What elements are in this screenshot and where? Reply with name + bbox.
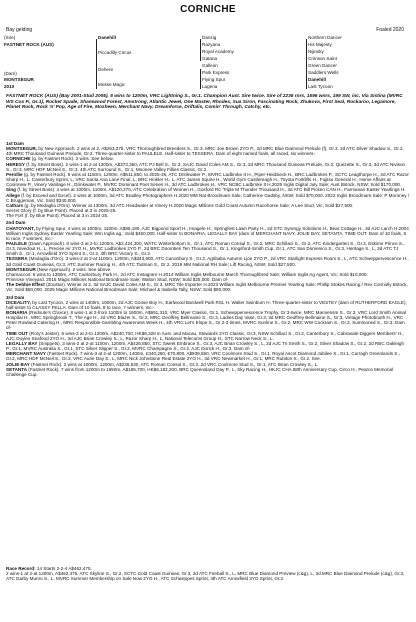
family-entry-text: (f. by Street Boss). 4 wins at 1000m, 1100m, A$120,270, ATC Celebration of Women H., Gosford RC Triple M Thunder Thousand H., 3d ATC Bill Picken CAN H., Farmanan Easter Yearlings H.: [17, 187, 406, 193]
ped-g2-1: Danehill: [98, 35, 116, 40]
family-entry-name: MONTSEGUR: [6, 266, 36, 272]
family-entry: [6, 241, 410, 256]
family-entry-text: (Snippets). 3 wins-2 at 2-at 1100m, 1200m, A$426,850, STC Sweet Embrace S., Gr.3, AJC Brian Crowley S., L, 2d AJC Tri Smith S., Gr.2, Silver Shadow S., Gr.2, 3d RBC Oakleigh P., Gr.1, MVRC Australia S., Gr.1, STC Silver Slipper S., Gr.2, MVRC Champagne S., Gr.2, AJC Dorick H., Gr.3. Dam of-: [6, 340, 405, 352]
race-record-text: 2 wins-1 at 2-at 1200m, A$462,475, ATC Skyline S., Gr.2, SCTC Gold Coast Guineas, Gr.3, 2d ATC Fireball S., L, MRC Blue Diamond Preview (c&g), L, 3d MRC Blue Diamond Prelude (c&g), Gr.3, ATC Darby Munro S., L, MVRC Summer Membership on Sale Now 2YO H., ATC Schweppes Sprint, 4th ATC Arrowfield 3YO Sprint, Gr.2.: [6, 571, 405, 582]
family-entry: [6, 226, 410, 241]
section-2nd-dam: [6, 226, 410, 293]
section-heading-1st-dam: 1st Dam: [6, 141, 24, 146]
dam-label: (Dam): [4, 71, 17, 76]
ped-g4-3: Nijinsky: [308, 49, 324, 54]
family-entry-text: Secret Glory (f. by Blue Point). Placed at 3 in 2025-26.: [6, 208, 117, 214]
ped-g3-3: Royal Academy: [202, 49, 234, 54]
family-entry-name: JOLIE BAY: [6, 361, 30, 367]
ped-connector: [96, 39, 97, 89]
family-entry-text: (Fastnet Rock). 2 wins at 1000m, 1200m, A$236,530, ATC Roman Consul S., Gr.2, 2d VRC Coolmore Stud S., Gr.1, ATC Brian Crowley S., L.: [31, 361, 319, 367]
ped-g4-6: Saddlers Wells: [308, 70, 339, 75]
ped-g4-4: Crimson Saint: [308, 56, 337, 61]
foaled-date: Foaled 2020: [376, 27, 404, 33]
family-details: [6, 139, 410, 377]
ped-g3-4: Gatana: [202, 56, 218, 61]
horse-name-title: CORNICHE: [180, 4, 236, 15]
family-entry: [6, 146, 410, 156]
family-entry-name: MONTSEGUR,: [6, 146, 38, 152]
family-entry-text: (Rory's Jester). 6 wins-3 at 2-to 1200m, A$240,700, HK$9,320 in Aust. and Macau, Stewards 2YO Classic, Gr.3, NSW Schillaci S., Gr.2, Canterbury S., Cabravale Diggers Members' H., AJC Ouyles Seafood 2YO H., 3d AJC Brian Crowley S., L, Razor Sharp H., L, National Telecoms Group H., STC Narrow Neck S., L.: [6, 330, 404, 341]
family-entry-name: CHATOYANT,: [6, 225, 35, 231]
family-entry-name: Perollie: [6, 171, 23, 177]
ped-g2-3: Dehere: [98, 67, 114, 72]
ped-g4-1: Northern Dancer: [308, 35, 342, 40]
family-entry: [6, 193, 410, 203]
race-record-summary: 14 Starts 2-2-4 A$462,475.: [36, 566, 92, 571]
family-entry-name: Sing: [6, 187, 16, 193]
family-entry-name: LEGALLY BAY: [6, 340, 38, 346]
family-entry: [6, 300, 410, 310]
ped-connector: [200, 39, 201, 61]
family-entry-name: TESSERA: [6, 256, 28, 262]
family-entry-name: HERESY: [6, 161, 25, 167]
ped-g2-4: Mosse Magic: [98, 82, 126, 87]
dam-name: MONTSEGUR: [4, 77, 34, 82]
family-entry: [6, 282, 410, 292]
ped-g4-7: Danehill: [308, 77, 326, 82]
family-entry: [6, 162, 410, 172]
sire-label: (Sire): [4, 35, 16, 40]
ped-g3-5: Galleon: [202, 63, 218, 68]
ped-connector: [306, 39, 307, 89]
sire-name: FASTNET ROCK (AUS): [4, 42, 54, 47]
family-entry-text: (f. by Street Boss). 2 wins-1 at 2-at 1200m, A$373,350, ATC PJ Bell S., Gr.3, SAJC David Coles AM S., Gr.3, 2d MRC Thousand Guineas Prelude, Gr.2, Quezette S., Gr.3, 3d ATC Nivison S., Gr.3, MRC HDF McNeil S., Gr.3, 4th ATC Surround S., Gr.1, Moonee Valley Fillies Classic, Gr.2.: [6, 161, 406, 172]
ped-g4-2: His Majesty: [308, 42, 332, 47]
race-record: [6, 566, 410, 581]
family-entry-text: The Fort (f. by Blue Point). Placed at 3 in 2024-25.: [6, 213, 109, 219]
family-entry: [6, 256, 410, 266]
family-entry-name: SETANTA: [6, 366, 28, 372]
family-entry-name: MERCHANT NAVY: [6, 351, 46, 357]
ped-g3-8: Lagena: [202, 84, 218, 89]
family-entry: [6, 310, 410, 331]
ped-g3-7: Flying Spur: [202, 77, 226, 82]
race-record-title: Race Record:: [6, 566, 36, 571]
ped-g4-5: Green Dancer: [308, 63, 337, 68]
family-entry-text: (g. by Fastnet Rock). 5 wins at 1150m, 1200m, A$611,850, to 2025-26, ATC Drinkwater P., MVRC Ladbroke It H., Piper-Heidsieck H., BRC Ladbrokes P., SCTC Leagthorpe H., 2d ATC Razor Sharp H., L, Canterbury Sprint, L, VRC Santa Ana Lane Final, L, BRC Hinkler H., L, ATC James Squire H., World Gym Castlereagh H., Toyota Forklifts H., Fujitsu General H., Home Affairs at Cooinnew P., Vinery Vanilage H., Drinkwater P., MVRC Dominant Poet Series H., 3d ATC Ladbrokes H., VRC NCBC Ladbroke It H.2025 Inglis Digital July Sale; Aust Bstock, NSW; Sold $170,000.: [6, 171, 409, 188]
family-entry-text: (Fastnet Rock). 7 wins-3 at 2-at 1200m, 1400m, £340,260, €70,800, A$939,550, VRC Coolmore Stud S., Gr.1, Royal Ascot Diamond Jubilee S., Gr.1, Curragh Greenlands S., Gr.2, MRC HDF McNeil S., Gr.3, VRC Aurie Day S., L, MRC Nick Johnstone Real Estate 2YO H., 3d VRC Newmarket H., Gr.1, MRC Rubiton S., Gr.2. Sire.: [6, 351, 400, 362]
family-entry: [6, 172, 410, 187]
family-entry: [6, 351, 410, 361]
family-entry-text: by New Approach. 2 wins at 2, A$263,375, VRC Thoroughbred Breeders S., Gr.3, MRC Joe Brown 2YO P., 2d MRC Blue Diamond Prelude (f), Gr.3, 3d ATC Silver Shadow S., Gr.2, 4th MRC Thousand Guineas Prelude, Gr.2. Three-quarter-sister to PAULELE. Half-sister to TESSERA. Dam of eight named foals, all raced, six winners-: [6, 146, 404, 157]
family-entry-text: (Medaglia d'Oro). 3 wins-2 at 2-at 1100m, 1200m, A$343,600, ATC Canonbury S., Gr.3, Agribaba Autumn Ljon 2YO P., 2d VRC Starlight Express Room S., L, ATC Schweppervescence H., 3d Gold Coast Guineas, Gr.3, ATC Summer Racing H., 4th ATC Todman S., Gr.2. 2019 MM National RH Sale; Lift Racing, NSW; Sold $27,500.: [6, 256, 409, 267]
pedigree-table: [4, 36, 410, 92]
ped-connector: [200, 69, 201, 89]
family-entry-text: Primrose Vineyard. 2015 Magic Millions National Broodmare Sale; Walton Stud, NSW; Sold $25,000. Dam of-: [6, 277, 229, 283]
family-entry-text: (Redoute's Choice). 8 wins-1 at 2-from 1100m to 1600m, A$951,310, VRC Myer Classic, Gr.1, Schweppervescence Trophy, Gr.3-twice, MRC Mannerism S., Gr.3, VRC Lord Smith Animal Hospital H., MRC Springbrook T., The Age H., 2d VRC Blazer S., Gr.2, MRC Geoffrey Bellmaine S., Gr.3, Ladies Day Vase, Gr.3, 3d MRC Geoffrey Bellmaine S., Gr.3, Vintage Photobooth H., VRC Peter Rowland Catering H., MRC Responsible Gambling Awareness Week H., 4th VRC Let's Elope S., Gr.2-3 times, MVRC Sunline S., Gr.2, MRC WW Cockram S., Gr.3, Summoned S., Gr.3. Dam of-: [6, 310, 407, 331]
family-entry-text: (g. by Fastnet Rock). 2 wins. See below.: [31, 156, 114, 162]
ped-g2-2: Piccadilly Circus: [98, 50, 132, 55]
family-entry-name: Allege: [6, 192, 20, 198]
family-entry: [6, 341, 410, 351]
family-entry-text: Chamaccos. 5 wins to 1350m, ATC Canterbury Park H., 2d ATC Instagram H.2014 William Inglis Melbourne March Thoroughbred Sale; William Inglis Ag Agent, Vic; Sold $10,000.: [6, 271, 368, 277]
family-entry-text: (Fastnet Rock). 7 wins from 1200m to 1650m, A$185,700, HK$6,182,200, BRC Queensland Day P., L, Sky Racing H., HKJC CHA 88th Anniversary Cup, Circo H., Pearce Memorial Challenge Cup.: [6, 366, 394, 377]
ped-g3-2: Razyana: [202, 42, 221, 47]
section-heading-2nd-dam: 2nd Dam: [6, 220, 26, 226]
family-entry: [6, 213, 410, 218]
family-entry-name: TIME OUT: [6, 330, 28, 336]
family-entry-name: DICEALITY,: [6, 299, 32, 305]
ped-g4-8: Last Tycoon: [308, 84, 333, 89]
family-entry-name: The Debbie Effect: [6, 282, 45, 288]
section-1st-dam: [6, 146, 410, 218]
family-entry-text: (Dawn Approach). 8 wins-3 at 2-to 1200m, A$2,424,300, WATC Winterbottom S., Gr.1, ATC Roman Consul S., Gr.2, MRC Schillaci S., Gr.2, ATC Kindergarten S., Gr.3, Eskimo Prince S., Gr.3, Nivedout H., L, Precise Air 2YO H., MVRC Ladbrokes 2YO P., 2d BRC Doomben Ten Thousand S., Gr.1, Kingsford-Smith Cup, Gr.1, ATC San Domenico S., Gr.3, Heritage S., L, 3d ATC TJ Smith S., Gr.1, Arrowfield 3YO Sprint S., Gr.2, 4th BRC Victory S., Gr.2.: [6, 240, 405, 257]
horse-sex: Bay gelding: [6, 27, 33, 33]
ped-g3-1: Danzig: [202, 35, 217, 40]
family-entry-text: by Flying Spur. 4 wins at 1000m, 1100m, A$86,180, AJC Bigpond Sport H., Imagele H., Springfest Lawn Party H., 2d STC Synergy Solutions H., Bear Cottage H., 3d AJC Larch H.2004 William Inglis Sydney Easter Yearling Sale; Wm Inglis ag.; Sold $450,000. Half-sister to BONARIA, LEGALLY BAY (dam of MERCHANT NAVY, JOLIE BAY, SETANTA, TIME OUT. Dam of 10 foals, 8 to race, 7 winners, inc:-: [6, 225, 409, 241]
family-entry-text: (Zoustar). Winner at 2, 3d SAJC David Coles AM S., Gr.3, MRC Tile Importer H.2023 William Inglis Melbourne Premier Yearling Sale; Phillip Stokes Racing / Rex Connolly Bstock, Vic; Sold $50,000. 2025 Magic Millions National Broodmare Sale; Michael & Isabella Tally, NSW; Sold $80,000.: [6, 282, 408, 293]
section-heading-3rd-dam: 3rd Dam: [6, 294, 25, 300]
family-entry-text: (f. by Exceed and Excel). 2 wins at 1000m, 3d ATC Bradley Photographers H.2020 MM Nat Broodmare Sale; Catherine Gadsby, NSW; Sold $70,000. 2022 Inglis Broodmare Sale; P Moroney / C Bruggeman, Vic; Sold $340,000.: [6, 192, 410, 203]
ped-g3-6: Park Express: [202, 70, 230, 75]
family-entry-name: BONARIA: [6, 310, 28, 315]
family-entry-text: (New Approach). 2 wins. See above.: [37, 266, 112, 272]
family-entry: [6, 367, 410, 377]
dam-year: 2010: [4, 84, 15, 89]
family-entry-name: CORNICHE: [6, 156, 31, 162]
family-entry-text: by Last Tycoon. 2 wins at 1400m, 1600m, 2d AJC Goose Boy H., Earlwood Bardwell Park RSL H. Walter Swinburn H. Three-quarter-sister to VESTEY (dam of RUTHERFORD EAGLE), half-sister to CLASSY FELLA. Dam of 10 foals, 8 to race, 7 winners, inc:-: [6, 299, 407, 310]
family-entry-text: (g. by Medaglia d'Oro). Winner at 1300m, 3d ATC Headwater at Vinery H.2020 Magic Millions Gold Coast Autumn Racehorse Sale; A Lee Stud, Vic; Sold $27,500.: [24, 202, 354, 208]
family-entry: [6, 331, 410, 341]
family-entry-name: Cathars: [6, 202, 24, 208]
family-entry-name: PAULELE: [6, 240, 28, 246]
sire-summary: FASTNET ROCK (AUS) (Bay 2001-Stud 2005). 6 wins to 1200m, VRC Lightning S., Gr.1. Champion Aust. Sire twice. Sire of 2236 rnrs, 1596 wnrs, 199 SW, inc. Via Sistina (MVRC WS Cox P., Gr.1), Rocket Spade, Shamwood Forest, Amstrong, Atlantic Jewel, One Master, Rhodes, Sua Siron, Fascinating Rock, Zhukova, First Seal, Rockaroo, Legamore, Planet Rock, Rock 'n' Pop, Age of Fire, Mosheen, Merchant Navy, Dreamforce, Driftalis, Comin' Through, Catchy, etc.: [6, 94, 403, 111]
section-3rd-dam: [6, 300, 410, 377]
